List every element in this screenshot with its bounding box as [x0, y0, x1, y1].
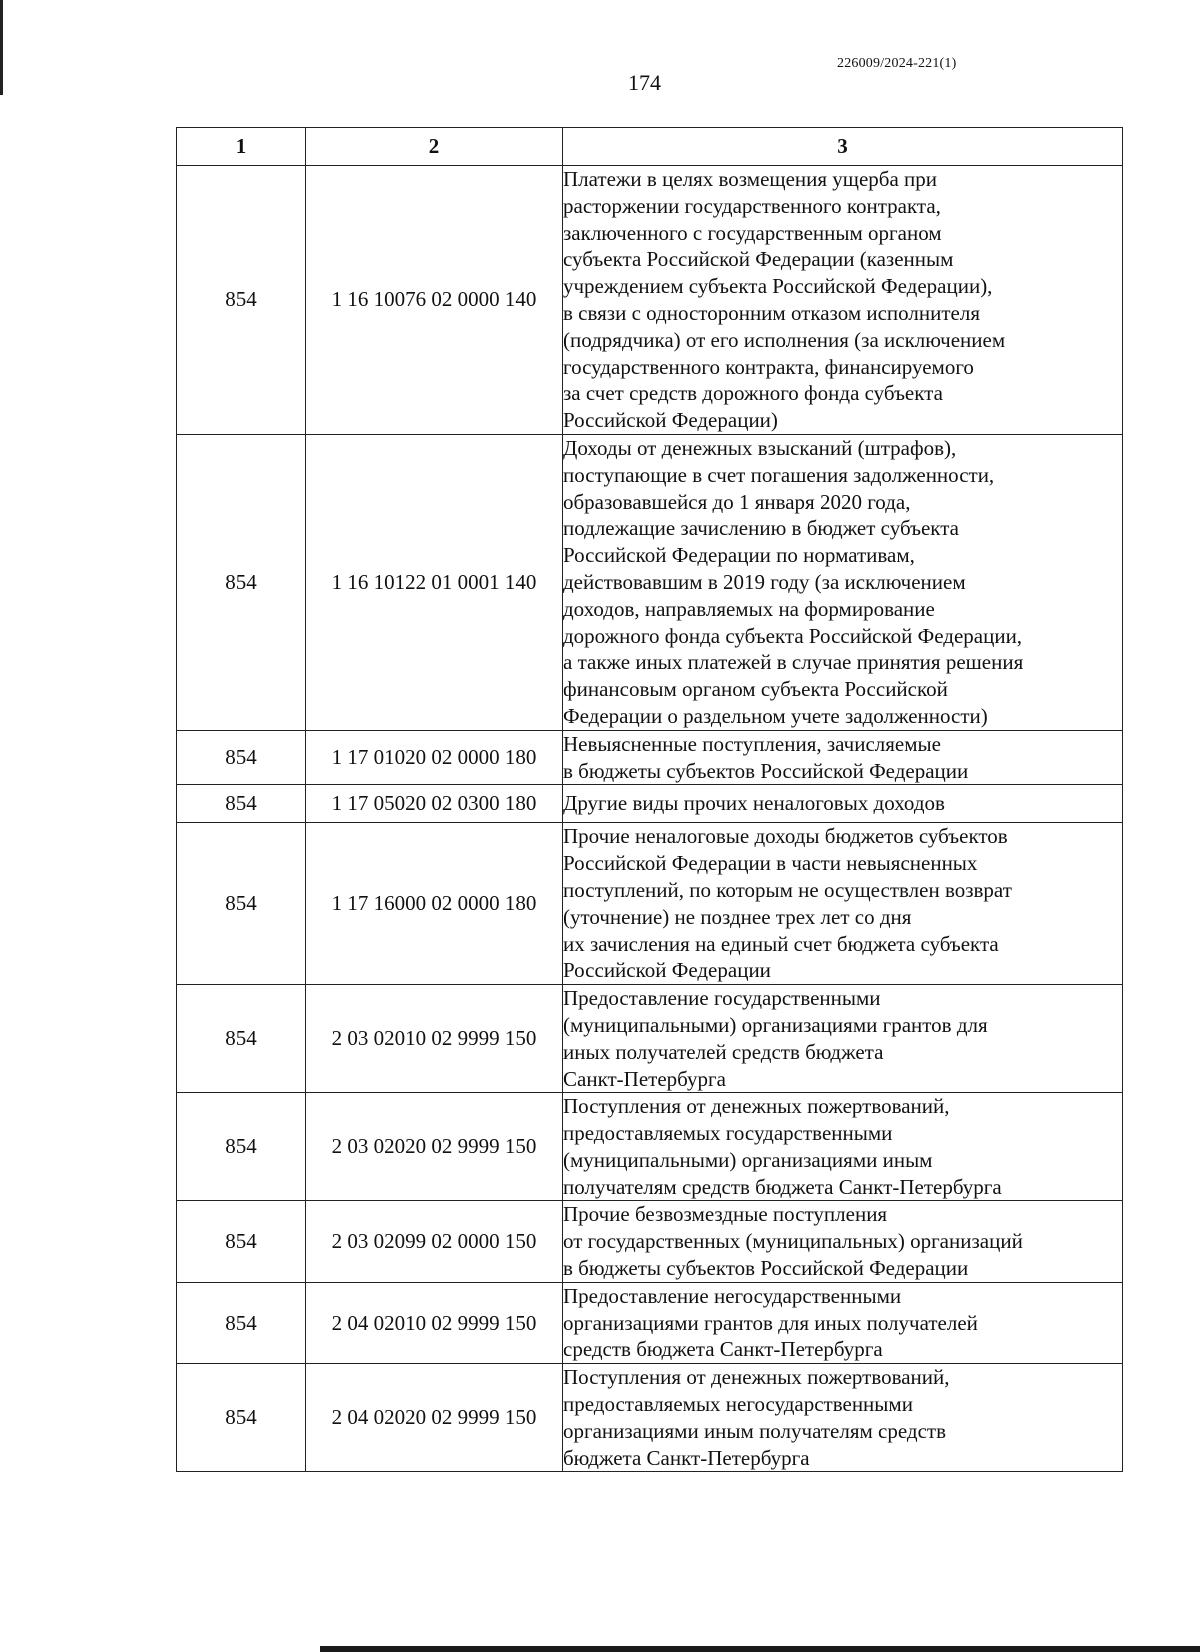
admin-code-cell: 854 — [177, 1364, 306, 1472]
budget-classification-table — [176, 127, 1123, 1472]
kbk-cell: 2 04 02020 02 9999 150 — [306, 1364, 563, 1472]
admin-code-cell: 854 — [177, 785, 306, 823]
description-cell — [563, 1364, 1123, 1472]
description-cell — [563, 730, 1123, 785]
admin-code-cell: 854 — [177, 434, 306, 730]
table-row — [177, 1282, 1123, 1363]
column-header-2: 2 — [306, 128, 563, 166]
description-cell — [563, 1282, 1123, 1363]
description-text: Другие виды прочих неналоговых доходов — [563, 791, 945, 816]
scan-edge-bottom — [320, 1646, 1200, 1652]
table-row — [177, 166, 1123, 435]
admin-code-cell: 854 — [177, 1093, 306, 1201]
kbk-cell: 2 03 02099 02 0000 150 — [306, 1201, 563, 1282]
kbk-cell: 2 04 02010 02 9999 150 — [306, 1282, 563, 1363]
admin-code-cell: 854 — [177, 985, 306, 1093]
table-row — [177, 1201, 1123, 1282]
description-text: Прочие неналоговые доходы бюджетов субъектов Российской Федерации в части невыясненных поступлений, по которым не осуществлен возврат (уточнение) не позднее трех лет со дня их зачисления на единый счет бюджета субъекта Российской Федерации — [563, 824, 1012, 983]
admin-code-cell: 854 — [177, 166, 306, 435]
table-row — [177, 985, 1123, 1093]
page-number: 174 — [628, 70, 661, 95]
description-text: Прочие безвозмездные поступления от государственных (муниципальных) организаций в бюджеты субъектов Российской Федерации — [563, 1202, 1023, 1281]
admin-code-cell: 854 — [177, 823, 306, 985]
description-cell — [563, 785, 1123, 823]
kbk-cell: 1 17 01020 02 0000 180 — [306, 730, 563, 785]
kbk-cell: 1 17 05020 02 0300 180 — [306, 785, 563, 823]
admin-code-cell: 854 — [177, 1282, 306, 1363]
description-cell — [563, 434, 1123, 730]
admin-code-cell: 854 — [177, 730, 306, 785]
description-text: Предоставление негосударственными организациями грантов для иных получателей средств бюджета Санкт-Петербурга — [563, 1283, 978, 1362]
description-cell — [563, 1201, 1123, 1282]
description-text: Доходы от денежных взысканий (штрафов), поступающие в счет погашения задолженности, образовавшейся до 1 января 2020 года, подлежащие зачислению в бюджет субъекта Российской Федерации по нормативам, действовавшим в 2019 году (за исключением доходов, направляемых на формирование дорожного фонда субъекта Российской Федерации, а также иных платежей в случае принятия решения финансовым органом субъекта Российской Федерации о раздельном учете задолженности) — [563, 435, 1024, 728]
scan-edge-left — [0, 0, 3, 95]
column-header-3: 3 — [563, 128, 1123, 166]
description-text: Поступления от денежных пожертвований, предоставляемых негосударственными организациями иным получателям средств бюджета Санкт-Петербурга — [563, 1365, 950, 1470]
description-text: Невыясненные поступления, зачисляемые в бюджеты субъектов Российской Федерации — [563, 731, 969, 783]
description-cell — [563, 1093, 1123, 1201]
table-row — [177, 730, 1123, 785]
description-text: Предоставление государственными (муниципальными) организациями грантов для иных получателей средств бюджета Санкт-Петербурга — [563, 986, 988, 1091]
column-header-1: 1 — [177, 128, 306, 166]
description-cell — [563, 166, 1123, 435]
description-text: Платежи в целях возмещения ущерба при расторжении государственного контракта, заключенного с государственным органом субъекта Российской Федерации (казенным учреждением субъекта Российской Федерации), в связи с односторонним отказом исполнителя (подрядчика) от его исполнения (за исключением государственного контракта, финансируемого за счет средств дорожного фонда субъекта Российской Федерации) — [563, 167, 1006, 433]
table-row — [177, 1093, 1123, 1201]
table-row — [177, 823, 1123, 985]
kbk-cell: 1 17 16000 02 0000 180 — [306, 823, 563, 985]
kbk-cell: 2 03 02020 02 9999 150 — [306, 1093, 563, 1201]
kbk-cell: 1 16 10122 01 0001 140 — [306, 434, 563, 730]
description-cell — [563, 823, 1123, 985]
table-row — [177, 434, 1123, 730]
description-text: Поступления от денежных пожертвований, предоставляемых государственными (муниципальными) организациями иным получателям средств бюджета Санкт-Петербурга — [563, 1094, 1002, 1199]
kbk-cell: 1 16 10076 02 0000 140 — [306, 166, 563, 435]
table-row — [177, 785, 1123, 823]
table-row — [177, 1364, 1123, 1472]
admin-code-cell: 854 — [177, 1201, 306, 1282]
table-header-row — [177, 128, 1123, 166]
kbk-cell: 2 03 02010 02 9999 150 — [306, 985, 563, 1093]
document-number: 226009/2024-221(1) — [837, 56, 957, 71]
description-cell — [563, 985, 1123, 1093]
